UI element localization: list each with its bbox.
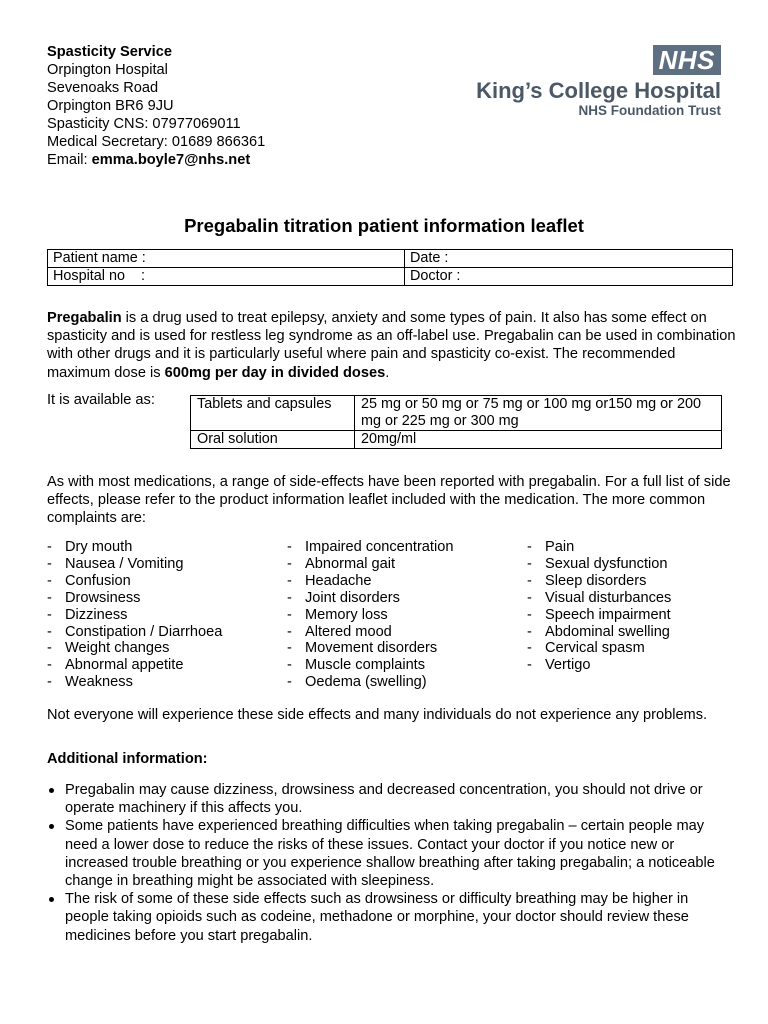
side-effect-label: Confusion	[65, 572, 131, 589]
list-item	[527, 539, 671, 556]
bullet-text: Some patients have experienced breathing difficulties when taking pregabalin – certain people may need a lower dose to reduce the risks of these issues. Contact your doctor if you notice new or increased trouble breathing or you experience shallow breathing after taking pregabalin; a noticeable change in breathing might be associated with sleepiness.	[65, 818, 715, 890]
dash-marker: -	[287, 589, 292, 606]
address-line: Orpington Hospital	[47, 62, 168, 78]
list-item	[287, 640, 453, 657]
table-row	[191, 431, 722, 449]
trust-name: NHS Foundation Trust	[578, 103, 721, 118]
secretary-phone: Medical Secretary: 01689 866361	[47, 134, 266, 150]
max-dose: 600mg per day in divided doses	[164, 364, 386, 381]
availability-label: It is available as:	[47, 392, 155, 408]
side-effect-label: Altered mood	[305, 623, 392, 640]
list-item	[47, 624, 222, 641]
nhs-badge: NHS	[653, 45, 721, 75]
hospital-no-field[interactable]: Hospital no :	[48, 268, 405, 286]
dash-marker: -	[287, 555, 292, 572]
list-item	[287, 573, 453, 590]
list-item	[287, 624, 453, 641]
side-effect-label: Constipation / Diarrhoea	[65, 623, 223, 640]
cns-phone: Spasticity CNS: 07977069011	[47, 116, 241, 132]
list-item	[47, 657, 222, 674]
side-effect-label: Weakness	[65, 674, 133, 691]
page-title: Pregabalin titration patient information leaflet	[184, 215, 584, 236]
side-effects-col3	[527, 539, 671, 674]
dash-marker: -	[47, 539, 52, 555]
dash-marker: -	[527, 539, 532, 555]
side-effect-label: Dizziness	[65, 606, 128, 623]
not-everyone-paragraph: Not everyone will experience these side effects and many individuals do not experience any problems.	[47, 707, 708, 723]
dash-marker: -	[527, 572, 532, 589]
patient-name-field[interactable]: Patient name :	[48, 250, 405, 268]
list-item	[47, 573, 222, 590]
email-label: Email:	[47, 152, 92, 168]
bullet-item	[47, 817, 727, 890]
side-effect-label: Visual disturbances	[545, 589, 672, 606]
list-item	[47, 556, 222, 573]
date-field[interactable]: Date :	[405, 250, 733, 268]
side-effect-label: Pain	[545, 539, 575, 555]
list-item	[47, 590, 222, 607]
list-item	[47, 539, 222, 556]
additional-list	[47, 781, 727, 945]
dash-marker: -	[527, 657, 532, 674]
side-effect-label: Oedema (swelling)	[305, 674, 427, 691]
dash-marker: -	[47, 606, 52, 623]
side-effect-label: Vertigo	[545, 657, 591, 674]
bullet-dot-icon	[47, 817, 65, 890]
email-address[interactable]: emma.boyle7@nhs.net	[91, 152, 251, 168]
dash-marker: -	[47, 589, 52, 606]
side-effects-col1	[47, 539, 222, 691]
bullet-dot-icon	[47, 890, 65, 945]
list-item	[527, 657, 671, 674]
list-item	[527, 590, 671, 607]
list-item	[527, 640, 671, 657]
side-effect-label: Muscle complaints	[305, 657, 426, 674]
list-item	[287, 657, 453, 674]
dash-marker: -	[527, 623, 532, 640]
side-effect-label: Abnormal appetite	[65, 657, 184, 674]
bullet-item	[47, 890, 727, 945]
dash-marker: -	[287, 674, 292, 691]
strength-cell: 25 mg or 50 mg or 75 mg or 100 mg or150 mg or 200 mg or 225 mg or 300 mg	[355, 396, 722, 431]
dash-marker: -	[47, 657, 52, 674]
list-item	[527, 573, 671, 590]
side-effect-label: Cervical spasm	[545, 640, 645, 657]
side-effect-label: Abnormal gait	[305, 555, 396, 572]
dash-marker: -	[287, 640, 292, 657]
list-item	[527, 624, 671, 641]
address-block	[47, 43, 265, 169]
side-effect-label: Movement disorders	[305, 640, 438, 657]
side-effect-label: Nausea / Vomiting	[65, 555, 184, 572]
dash-marker: -	[47, 640, 52, 657]
drug-name: Pregabalin	[47, 310, 122, 326]
patient-details-table	[47, 249, 733, 286]
list-item	[47, 640, 222, 657]
bullet-text: The risk of some of these side effects such as drowsiness or difficulty breathing may be higher in people taking opioids such as codeine, methadone or morphine, your doctor should review these medicines before you start pregabalin.	[65, 891, 689, 944]
side-effect-label: Sexual dysfunction	[545, 555, 668, 572]
dash-marker: -	[527, 555, 532, 572]
table-row	[191, 396, 722, 431]
dash-marker: -	[47, 572, 52, 589]
side-effect-label: Weight changes	[65, 640, 170, 657]
side-effect-label: Speech impairment	[545, 606, 671, 623]
side-effects-intro: As with most medications, a range of side-effects have been reported with pregabalin. For a full list of side effects, please refer to the product information leaflet included with the medication. The more common complaints are:	[47, 474, 731, 527]
availability-table	[190, 395, 722, 449]
address-line: Orpington BR6 9JU	[47, 98, 174, 114]
additional-heading: Additional information:	[47, 751, 208, 767]
dash-marker: -	[527, 589, 532, 606]
side-effect-label: Impaired concentration	[305, 539, 454, 555]
service-name: Spasticity Service	[47, 44, 172, 60]
dash-marker: -	[287, 572, 292, 589]
dash-marker: -	[287, 539, 292, 555]
list-item	[47, 674, 222, 691]
doctor-field[interactable]: Doctor :	[405, 268, 733, 286]
dash-marker: -	[287, 606, 292, 623]
list-item	[527, 607, 671, 624]
address-line: Sevenoaks Road	[47, 80, 159, 96]
dash-marker: -	[527, 640, 532, 657]
list-item	[287, 539, 453, 556]
side-effect-label: Headache	[305, 572, 372, 589]
form-cell: Tablets and capsules	[191, 396, 355, 431]
dash-marker: -	[47, 674, 52, 691]
dash-marker: -	[527, 606, 532, 623]
side-effect-label: Sleep disorders	[545, 572, 647, 589]
hospital-name: King’s College Hospital	[476, 78, 721, 103]
email-line	[47, 151, 265, 169]
side-effects-col2	[287, 539, 453, 691]
side-effect-label: Memory loss	[305, 606, 388, 623]
side-effect-label: Drowsiness	[65, 589, 141, 606]
list-item	[287, 590, 453, 607]
form-cell: Oral solution	[191, 431, 355, 449]
list-item	[47, 607, 222, 624]
list-item	[287, 607, 453, 624]
intro-end: .	[385, 364, 390, 381]
side-effect-label: Joint disorders	[305, 589, 400, 606]
intro-text: is a drug used to treat epilepsy, anxiety and some types of pain. It also has some effect on spasticity and is used for restless leg syndrome as an off-label use. Pregabalin can be used in combination with other drugs and it is particularly useful where pain and spasticity co-exist. The recommended maximum dose is	[47, 310, 736, 381]
strength-cell: 20mg/ml	[355, 431, 722, 449]
dash-marker: -	[47, 555, 52, 572]
nhs-logo	[476, 45, 721, 119]
dash-marker: -	[287, 623, 292, 640]
intro-paragraph	[47, 309, 737, 382]
dash-marker: -	[287, 657, 292, 674]
bullet-item	[47, 781, 727, 817]
dash-marker: -	[47, 623, 52, 640]
bullet-text: Pregabalin may cause dizziness, drowsiness and decreased concentration, you should not drive or operate machinery if this affects you.	[65, 782, 703, 817]
list-item	[287, 674, 453, 691]
list-item	[287, 556, 453, 573]
list-item	[527, 556, 671, 573]
side-effect-label: Abdominal swelling	[545, 623, 670, 640]
side-effect-label: Dry mouth	[65, 539, 133, 555]
bullet-dot-icon	[47, 781, 65, 817]
